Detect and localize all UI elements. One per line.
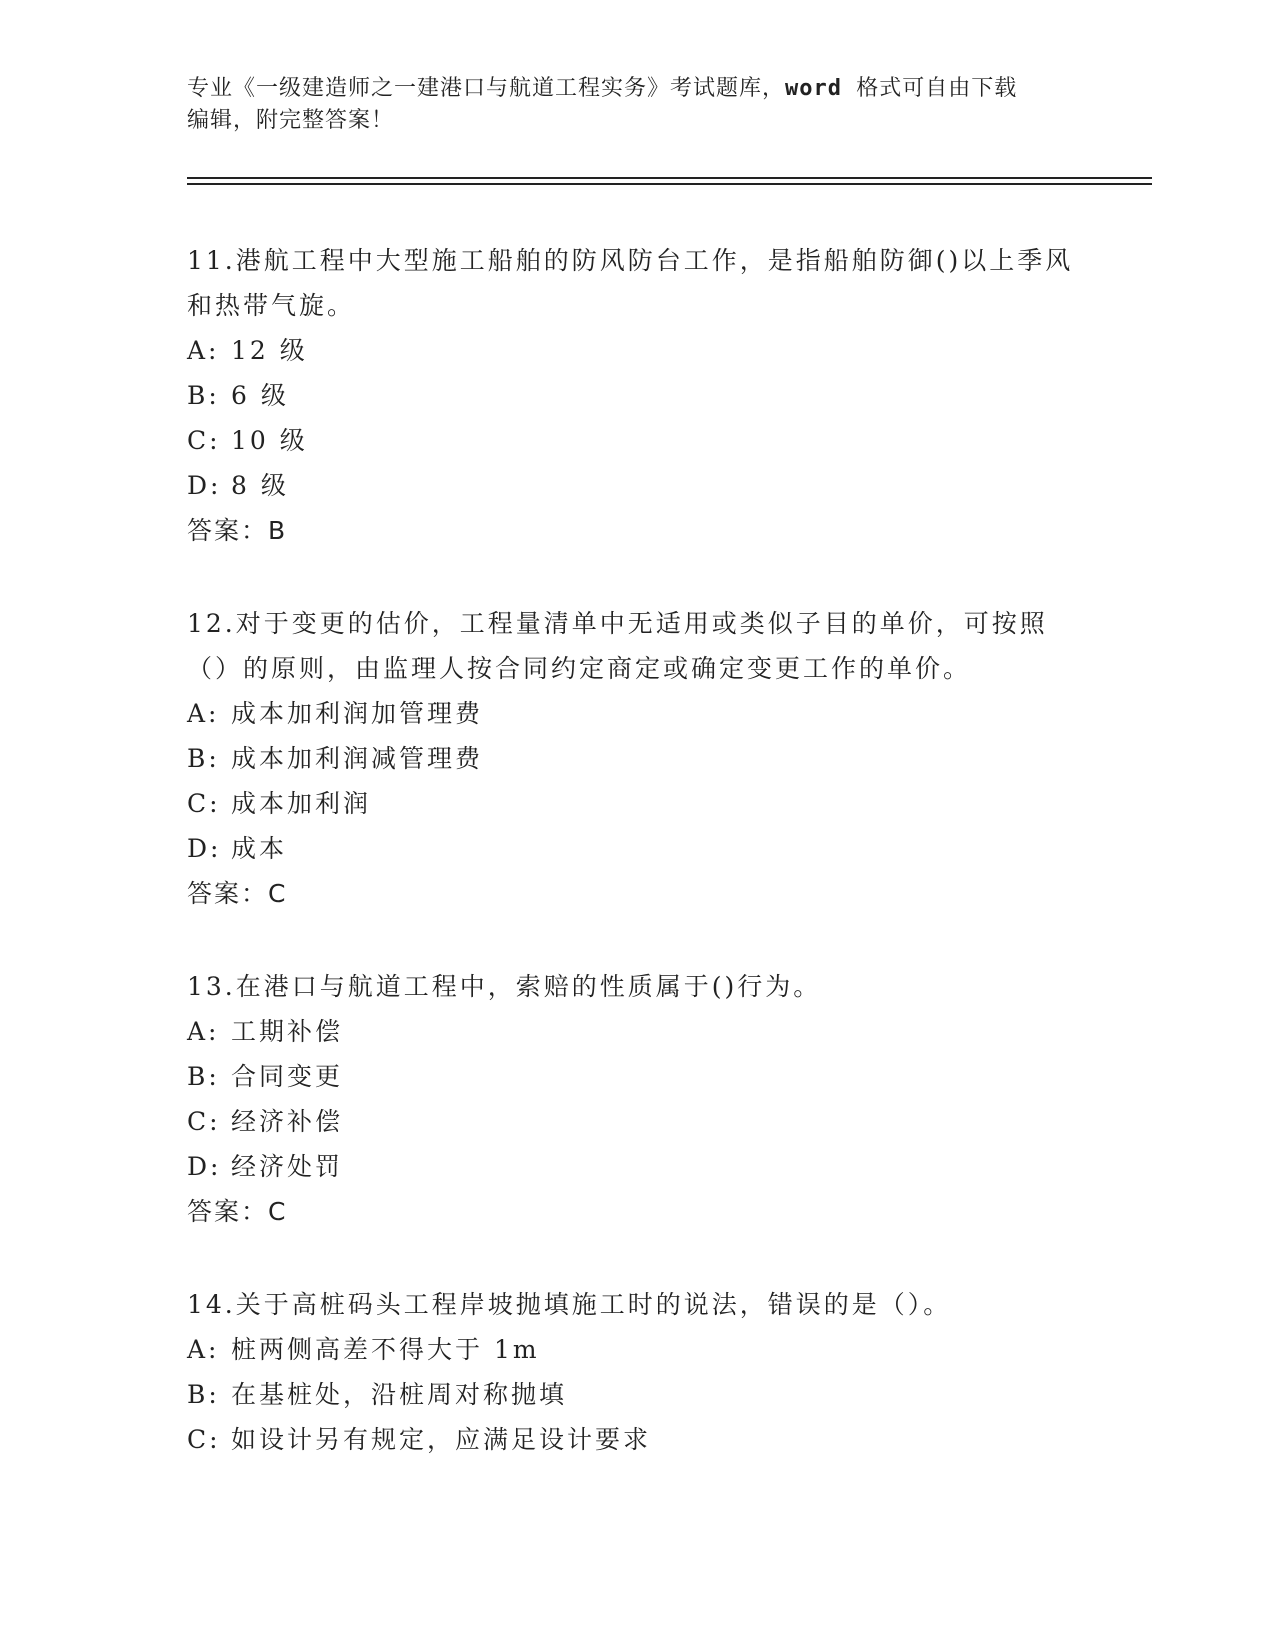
header-line-1-post: 格式可自由下载: [842, 76, 1018, 101]
option-text: 成本: [231, 834, 288, 863]
document-header: [187, 73, 1067, 137]
option-letter: D:: [187, 1152, 222, 1181]
option-c: [187, 418, 1087, 463]
question-text: 11.港航工程中大型施工船舶的防风防台工作，是指船舶防御()以上季风和热带气旋。: [187, 246, 1074, 320]
question-13: [187, 964, 1087, 1234]
option-letter: B:: [187, 381, 220, 410]
answer-line: 答案：B: [187, 516, 288, 545]
option-c: [187, 781, 1087, 826]
header-line-1: [187, 73, 1067, 105]
option-letter: B:: [187, 1062, 220, 1091]
header-line-1-pre: 专业《一级建造师之一建港口与航道工程实务》考试题库，: [187, 76, 786, 101]
option-b: [187, 1372, 1087, 1417]
option-text: 成本加利润减管理费: [231, 744, 484, 773]
question-text: 13.在港口与航道工程中，索赔的性质属于()行为。: [187, 972, 822, 1001]
question-list: [187, 238, 1087, 1510]
option-letter: C:: [187, 789, 221, 818]
option-text: 8 级: [231, 471, 289, 500]
header-line-2: 编辑，附完整答案！: [187, 108, 395, 133]
option-letter: C:: [187, 426, 221, 455]
option-b: [187, 373, 1087, 418]
option-d: [187, 1144, 1087, 1189]
question-11: [187, 238, 1087, 553]
option-text: 12 级: [231, 336, 308, 365]
option-text: 经济补偿: [231, 1107, 344, 1136]
option-letter: A:: [187, 699, 220, 728]
header-word-label: word: [785, 76, 842, 101]
option-letter: B:: [187, 1380, 220, 1409]
question-text: 14.关于高桩码头工程岸坡抛填施工时的说法，错误的是（）。: [187, 1290, 952, 1319]
option-text: 经济处罚: [231, 1152, 344, 1181]
option-letter: C:: [187, 1107, 221, 1136]
option-letter: A:: [187, 1017, 220, 1046]
option-a: [187, 1327, 1087, 1372]
option-d: [187, 826, 1087, 871]
option-letter: A:: [187, 336, 220, 365]
option-text: 工期补偿: [231, 1017, 344, 1046]
question-12: [187, 601, 1087, 916]
option-letter: D:: [187, 834, 222, 863]
option-text: 合同变更: [231, 1062, 344, 1091]
question-14: [187, 1282, 1087, 1462]
answer-line: 答案：C: [187, 1197, 288, 1226]
option-b: [187, 736, 1087, 781]
header-divider-top: [187, 177, 1152, 179]
option-c: [187, 1099, 1087, 1144]
option-letter: D:: [187, 471, 222, 500]
option-text: 成本加利润: [231, 789, 372, 818]
option-a: [187, 328, 1087, 373]
option-text: 成本加利润加管理费: [231, 699, 484, 728]
option-letter: A:: [187, 1335, 220, 1364]
option-text: 10 级: [231, 426, 308, 455]
question-text: 12.对于变更的估价，工程量清单中无适用或类似子目的单价，可按照（）的原则，由监理人按合同约定商定或确定变更工作的单价。: [187, 609, 1048, 683]
option-text: 6 级: [231, 381, 289, 410]
option-c: [187, 1417, 1087, 1462]
option-text: 在基桩处，沿桩周对称抛填: [231, 1380, 568, 1409]
option-b: [187, 1054, 1087, 1099]
option-text: 如设计另有规定，应满足设计要求: [231, 1425, 652, 1454]
header-divider-bottom: [187, 183, 1152, 185]
option-letter: B:: [187, 744, 220, 773]
answer-line: 答案：C: [187, 879, 288, 908]
option-letter: C:: [187, 1425, 221, 1454]
option-d: [187, 463, 1087, 508]
option-text: 桩两侧高差不得大于 1m: [231, 1335, 540, 1364]
option-a: [187, 691, 1087, 736]
option-a: [187, 1009, 1087, 1054]
